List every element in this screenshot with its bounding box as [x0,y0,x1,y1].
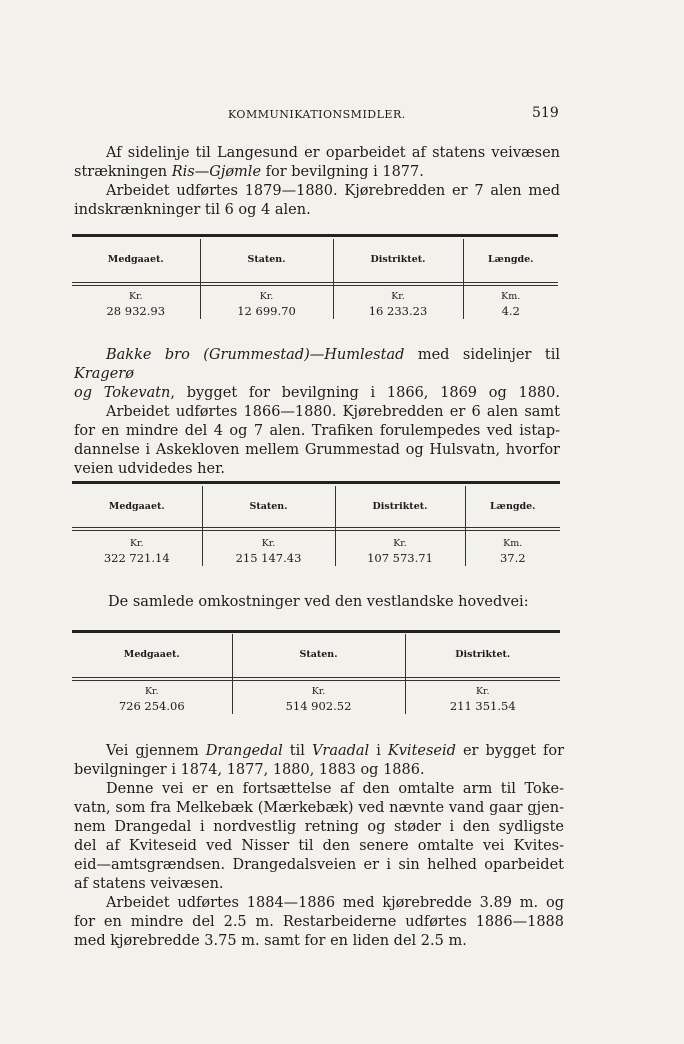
unit-label: Kr. [128,291,143,302]
unit-label: Kr. [475,686,490,697]
text-line: veien udvidedes her. [74,461,226,477]
text-line: og Tokevatn, bygget for bevilgning i 1866, 1869 og 1880. [74,385,560,401]
text-line: eid—amtsgrændsen. Drangedalsveien er i sin helhed oparbeidet [74,857,564,873]
table-header-rule [72,527,560,531]
text-line: Arbeidet udførtes 1866—1880. Kjørebredden er 6 alen samt [106,404,560,420]
table-header-rule [72,282,558,286]
unit-label: Kr. [311,686,326,697]
amount-value: 37.2 [499,551,526,565]
header-distriktet: Distriktet. [333,239,463,279]
text-line: Arbeidet udførtes 1879—1880. Kjørebredden er 7 alen med [106,183,560,199]
table-header-row [72,239,558,279]
text-line: Bakke bro (Grummestad)—Humlestad med sidelinjer til Kragerø [74,347,560,382]
cell-medgaaet [72,526,202,566]
text-line: for en mindre del 4 og 7 alen. Trafiken forulempedes ved istap- [74,423,560,439]
text-line: vatn, som fra Melkebæk (Mærkebæk) ved nævnte vand gaar gjen- [74,800,564,816]
text-line: strækningen Ris—Gjømle for bevilgning i 1877. [74,164,424,180]
header-laengde: Længde. [465,486,560,526]
text-line: bevilgninger i 1874, 1877, 1880, 1883 og 1886. [74,762,425,778]
table-top-rule [72,630,560,633]
text-line: dannelse i Askekloven mellem Grummestad og Hulsvatn, hvorfor [74,442,560,458]
unit-label: Kr. [144,686,159,697]
unit-label: Km. [503,538,523,549]
amount-value: 514 902.52 [285,699,352,713]
text-line: indskrænkninger til 6 og 4 alen. [74,202,311,218]
table-top-rule [72,234,558,237]
table-header-row [72,486,560,526]
unit-label: Kr. [261,538,276,549]
italic-place-name: og Tokevatn [74,385,171,401]
italic-place-name: Kragerø [74,366,134,382]
amount-value: 215 147.43 [235,551,302,565]
table-header-row [72,634,560,674]
header-staten: Staten. [200,239,333,279]
text-line: del af Kviteseid ved Nisser til den senere omtalte vei Kvites- [74,838,564,854]
unit-label: Km. [501,291,521,302]
text-line: Af sidelinje til Langesund er oparbeidet af statens veivæsen [106,145,560,161]
header-distriktet: Distriktet. [335,486,465,526]
table-header-rule [72,677,560,681]
unit-label: Kr. [391,291,405,302]
header-distriktet: Distriktet. [405,634,560,674]
cost-table-bakke-bro [72,486,560,566]
text-line: Arbeidet udførtes 1884—1886 med kjørebredde 3.89 m. og [106,895,564,911]
running-header-title: KOMMUNIKATIONSMIDLER. [228,108,406,121]
table-top-rule [72,481,560,484]
text-line: Vei gjennem Drangedal til Vraadal i Kviteseid er bygget for [106,743,564,759]
header-medgaaet: Medgaaet. [107,253,164,265]
italic-place-name: Ris—Gjømle [171,164,262,180]
unit-label: Kr. [129,538,144,549]
paragraph-drangedal [74,742,564,951]
running-header [0,105,684,128]
paragraph-langesund [74,144,560,220]
amount-value: 4.2 [501,304,520,318]
header-laengde: Længde. [463,239,558,279]
text-line: Denne vei er en fortsættelse af den omtalte arm til Toke- [106,781,564,797]
text-line: med kjørebredde 3.75 m. samt for en liden del 2.5 m. [74,933,467,949]
italic-place-name: Drangedal [205,743,283,759]
italic-place-name: Kviteseid [387,743,456,759]
text-line: for en mindre del 2.5 m. Restarbeiderne udførtes 1886—1888 [74,914,564,930]
amount-value: 28 932.93 [106,304,166,318]
amount-value: 211 351.54 [449,699,516,713]
header-staten: Staten. [232,634,405,674]
amount-value: 322 721.14 [103,551,170,565]
cost-table-ris-gjomle [72,239,558,319]
unit-label: Kr. [393,538,407,549]
cost-table-vestlandske-hovedvei [72,634,560,714]
text-line: af statens veivæsen. [74,876,224,892]
unit-label: Kr. [259,291,274,302]
page-number: 519 [532,105,559,121]
text-line: nem Drangedal i nordvestlig retning og støder i den sydligste [74,819,564,835]
table-row [72,526,560,566]
cell-laengde [465,526,560,566]
italic-place-name: Bakke bro (Grummestad)—Humlestad [106,347,405,363]
cell-staten [202,526,335,566]
paragraph-bakke-bro [74,346,560,479]
amount-value: 107 573.71 [367,551,433,565]
amount-value: 16 233.23 [368,304,428,318]
amount-value: 726 254.06 [118,699,185,713]
paragraph-samlede [108,593,568,612]
header-medgaaet: Medgaaet. [108,500,165,512]
header-staten: Staten. [202,486,335,526]
amount-value: 12 699.70 [237,304,296,318]
text-line: De samlede omkostninger ved den vestlandske hovedvei: [108,594,529,610]
cell-distriktet [335,526,465,566]
italic-place-name: Vraadal [311,743,370,759]
header-medgaaet: Medgaaet. [123,648,180,660]
